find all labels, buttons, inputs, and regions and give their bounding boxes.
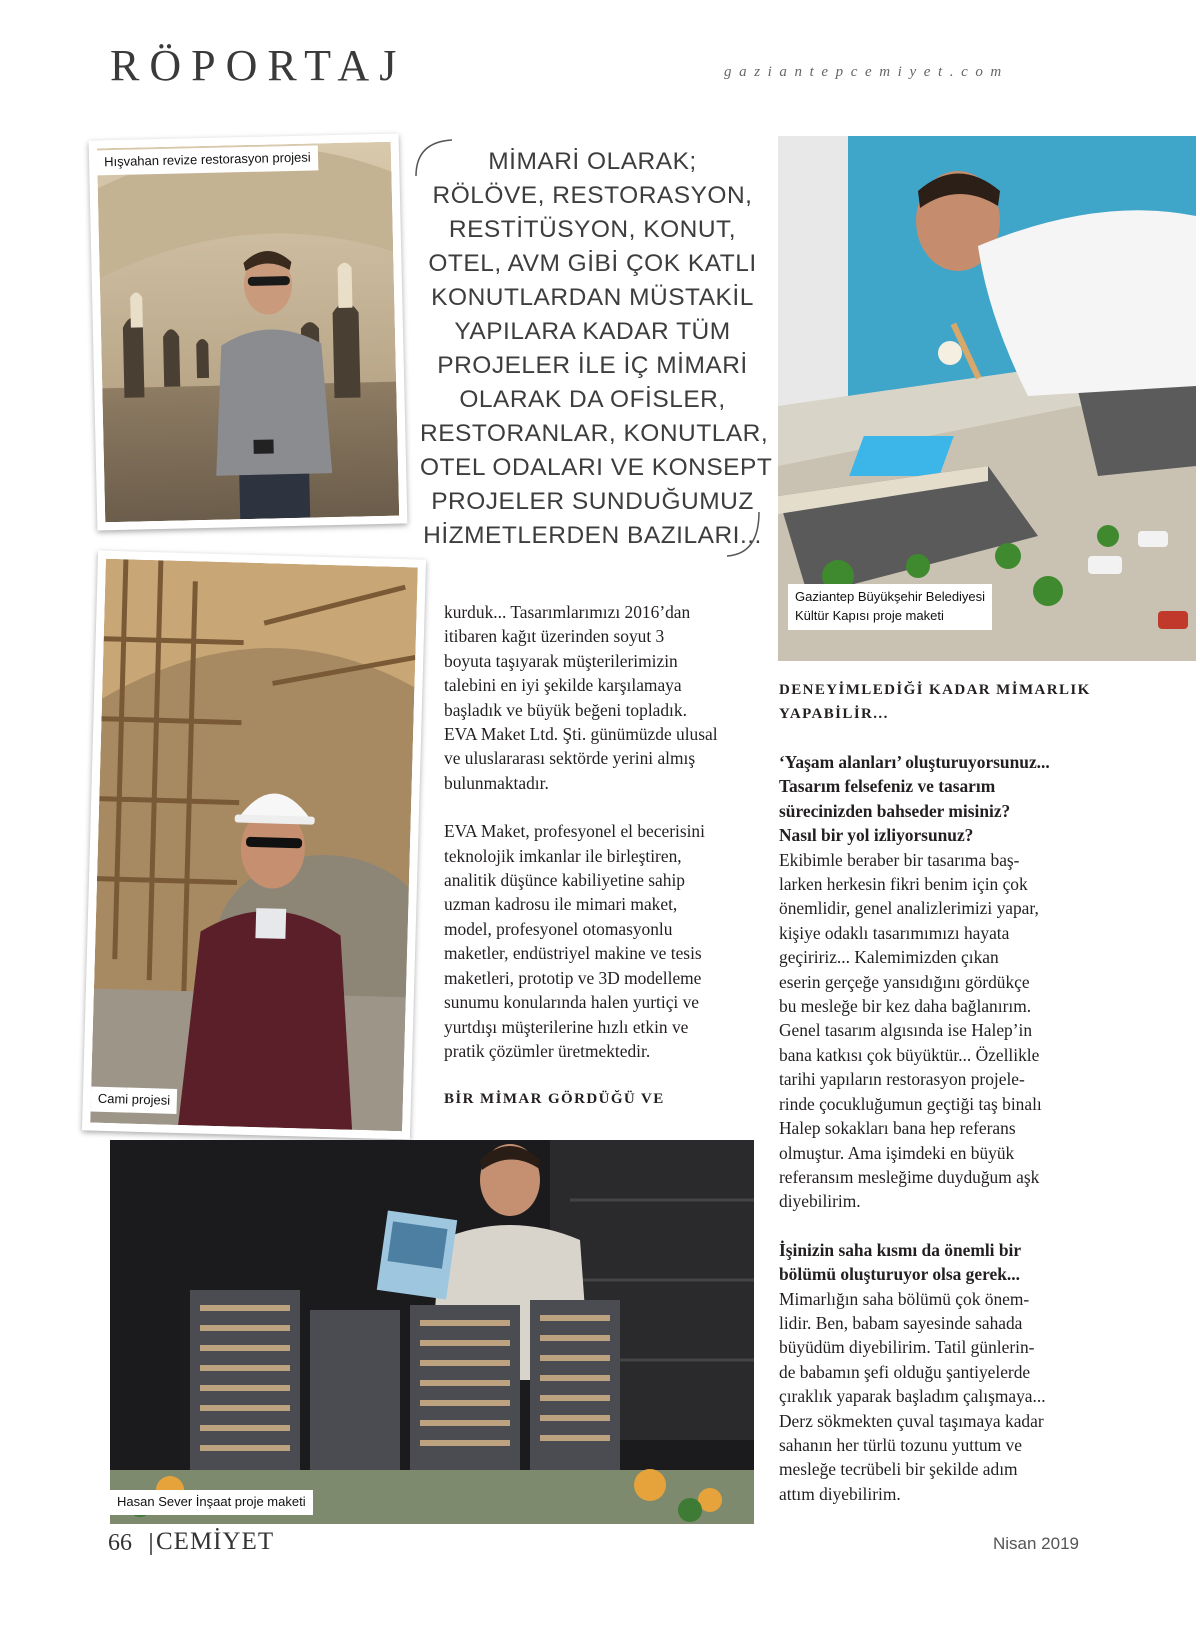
photo-caption: Hasan Sever İnşaat proje maketi: [110, 1490, 313, 1515]
quote-line: PROJELER SUNDUĞUMUZ: [431, 488, 754, 515]
text-line: sunumu konularında halen yurtiçi ve: [444, 992, 700, 1013]
text-line: maketleri, prototip ve 3D modelleme: [444, 967, 702, 988]
text-line: itibaren kağıt üzerinden soyut 3: [444, 626, 665, 647]
interview-question: [779, 1238, 1091, 1287]
text-line: boyuta taşıyarak müşterilerimizin: [444, 650, 678, 671]
text-line: kurduk... Tasarımlarımızı 2016’dan: [444, 602, 691, 622]
section-subhead: BİR MİMAR GÖRDÜĞÜ VE: [444, 1091, 665, 1108]
text-line: bulunmaktadır.: [444, 772, 549, 793]
quote-line: RÖLÖVE, RESTORASYON,: [432, 182, 753, 209]
cami-photo-image: [90, 559, 418, 1131]
text-line: geçiririz... Kalemimizden çıkan: [779, 947, 999, 968]
text-line: rinde çocukluğumun geçtiği taş binalı: [779, 1093, 1042, 1114]
text-line: diyebilirim.: [779, 1191, 861, 1212]
photo-kultur-kapisi: [778, 136, 1196, 661]
text-line: Genel tasarım algısında ise Halep’in: [779, 1020, 1033, 1041]
quote-line: OTEL ODALARI VE KONSEPT: [420, 454, 773, 481]
text-line: başladık ve büyük beğeni topladık.: [444, 699, 687, 720]
site-url: gaziantepcemiyet.com: [724, 64, 1009, 80]
text-line: model, profesyonel otomasyonlu: [444, 918, 673, 939]
subhead-line: DENEYİMLEDİĞİ KADAR MİMARLIK: [779, 682, 1091, 698]
text-line: larken herkesin fikri benim için çok: [779, 874, 1028, 895]
text-line: Tasarım felsefeniz ve tasarım: [779, 776, 996, 797]
photo-caption: Cami projesi: [90, 1087, 177, 1114]
paragraph: [444, 600, 718, 795]
text-line: bu mesleğe bir kez daha bağlanırım.: [779, 996, 1032, 1017]
text-line: olmuştur. Ama işimdeki en büyük: [779, 1142, 1015, 1163]
magazine-name: CEMİYET: [156, 1528, 275, 1555]
text-line: bana katkısı çok büyüktür... Özellikle: [779, 1044, 1040, 1065]
text-line: çıraklık yaparak başladım çalışmaya...: [779, 1386, 1046, 1407]
interview-question: [779, 750, 1091, 848]
text-line: mesleğe tecrübeli bir şekilde adım: [779, 1459, 1018, 1480]
text-line: büyüdüm diyebilirim. Tatil günlerin-: [779, 1337, 1035, 1358]
photo-caption: [788, 584, 992, 630]
right-column: [779, 678, 1091, 1506]
text-line: yurtdışı müşterilerine hızlı etkin ve: [444, 1016, 689, 1037]
quote-brace-bottom: [725, 510, 765, 560]
text-line: EVA Maket, profesyonel el becerisini: [444, 821, 705, 842]
issue-date: Nisan 2019: [993, 1534, 1080, 1553]
text-line: tarihi yapıların restorasyon projele-: [779, 1069, 1025, 1090]
photo-cami: [82, 551, 426, 1140]
text-line: uzman kadrosu ile mimari maket,: [444, 894, 678, 915]
middle-column: [444, 600, 718, 1111]
text-line: attım diyebilirim.: [779, 1483, 901, 1504]
text-line: pratik çözümler üretmektedir.: [444, 1040, 651, 1061]
photo-caption: Hışvahan revize restorasyon projesi: [97, 145, 318, 175]
text-line: Derz sökmekten çuval taşımaya kadar: [779, 1410, 1044, 1431]
section-title: RÖPORTAJ: [110, 41, 407, 90]
text-line: lidir. Ben, babam sayesinde sahada: [779, 1312, 1023, 1333]
text-line: analitik düşünce kabiliyetine sahip: [444, 870, 685, 891]
text-line: İşinizin saha kısmı da önemli bir: [779, 1239, 1022, 1260]
quote-line: RESTORANLAR, KONUTLAR,: [420, 420, 769, 447]
photo-hasan-sever: [110, 1140, 754, 1524]
text-line: Nasıl bir yol izliyorsunuz?: [779, 825, 974, 846]
text-line: teknolojik imkanlar ile birleştiren,: [444, 845, 682, 866]
text-line: Halep sokakları bana hep referans: [779, 1118, 1016, 1139]
text-line: Mimarlığın saha bölümü çok önem-: [779, 1288, 1030, 1309]
interview-answer: [779, 848, 1091, 1214]
text-line: EVA Maket Ltd. Şti. günümüzde ulusal: [444, 724, 718, 745]
text-line: maketler, endüstriyel makine ve tesis: [444, 943, 702, 964]
hisvahan-photo-image: [97, 142, 399, 523]
subhead-line: YAPABİLİR...: [779, 706, 889, 722]
quote-line: PROJELER İLE İÇ MİMARİ: [437, 352, 748, 379]
text-line: kişiye odaklı tasarımımızı hayata: [779, 922, 1010, 943]
hasan-sever-photo-image: [110, 1140, 754, 1524]
pull-quote: [420, 145, 773, 553]
quote-line: RESTİTÜSYON, KONUT,: [448, 216, 737, 243]
section-subhead: [779, 678, 1091, 726]
quote-line: KONUTLARDAN MÜSTAKİL: [431, 284, 754, 311]
kultur-kapisi-photo-image: [778, 136, 1196, 661]
paragraph: [444, 819, 718, 1063]
caption-line: Gaziantep Büyükşehir Belediyesi: [795, 589, 986, 604]
text-line: bölümü oluşturuyor olsa gerek...: [779, 1264, 1020, 1285]
quote-line: YAPILARA KADAR TÜM: [454, 318, 731, 345]
text-line: sürecinizden bahseder misiniz?: [779, 800, 1011, 821]
text-line: ve uluslararası sektörde yerini almış: [444, 748, 696, 769]
quote-line: OLARAK DA OFİSLER,: [459, 386, 726, 413]
caption-line: Kültür Kapısı proje maketi: [795, 607, 944, 623]
text-line: sahanın her türlü tozunu yuttum ve: [779, 1434, 1022, 1455]
footer-divider: [150, 1533, 152, 1555]
text-line: Ekibimle beraber bir tasarıma baş-: [779, 849, 1020, 870]
text-line: önemlidir, genel analizlerimizi yapar,: [779, 898, 1039, 919]
quote-line: MİMARİ OLARAK;: [488, 148, 697, 175]
interview-answer: [779, 1287, 1091, 1507]
text-line: eserin gerçeğe yansıdığını gördükçe: [779, 971, 1030, 992]
text-line: ‘Yaşam alanları’ oluşturuyorsunuz...: [779, 752, 1050, 772]
text-line: talebini en iyi şekilde karşılamaya: [444, 675, 682, 696]
page-number: 66: [108, 1530, 132, 1556]
text-line: de babamın şefi olduğu şantiyelerde: [779, 1361, 1031, 1382]
photo-hisvahan: [89, 134, 408, 531]
text-line: referansım mesleğime duyduğum aşk: [779, 1166, 1040, 1187]
quote-line: OTEL, AVM GİBİ ÇOK KATLI: [428, 250, 757, 277]
quote-line: HİZMETLERDEN BAZILARI...: [423, 522, 762, 549]
